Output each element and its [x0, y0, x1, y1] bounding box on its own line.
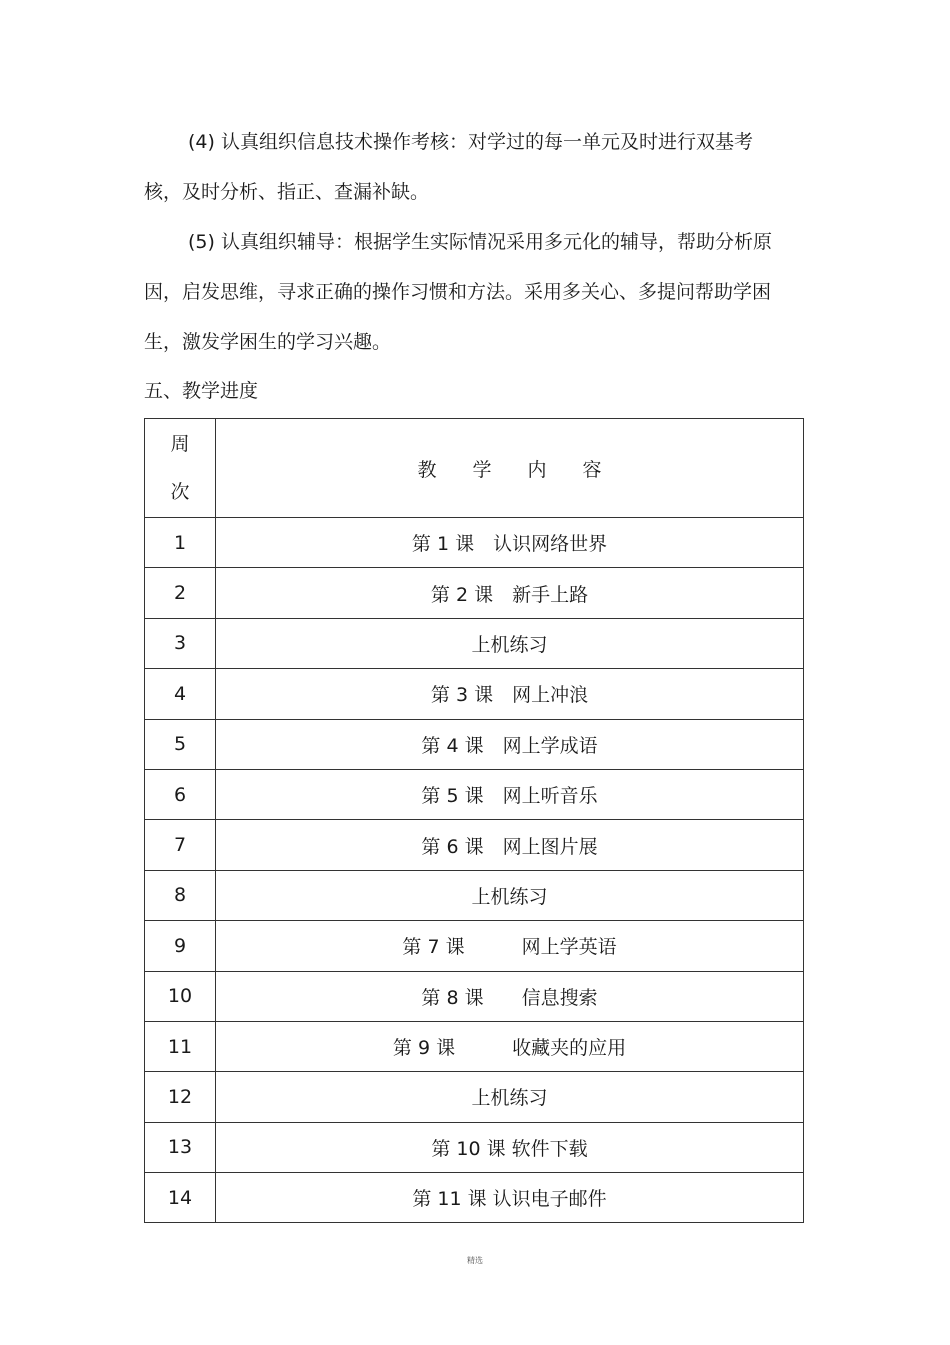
content-cell: 第 1 课 认识网络世界 — [216, 518, 804, 568]
table-row — [145, 870, 804, 920]
week-cell: 2 — [145, 568, 216, 618]
content-cell: 第 7 课 网上学英语 — [216, 921, 804, 971]
table-row — [145, 820, 804, 870]
header-content: 教学内容 — [216, 419, 804, 518]
week-cell: 7 — [145, 820, 216, 870]
content-cell: 上机练习 — [216, 870, 804, 920]
content-cell: 第 4 课 网上学成语 — [216, 719, 804, 769]
week-cell: 12 — [145, 1072, 216, 1122]
header-week-char-1: 周 — [170, 433, 190, 455]
table-row — [145, 719, 804, 769]
week-cell: 1 — [145, 518, 216, 568]
table-row — [145, 618, 804, 668]
table-row — [145, 568, 804, 618]
table-row — [145, 669, 804, 719]
week-cell: 11 — [145, 1021, 216, 1071]
table-body — [145, 518, 804, 1223]
paragraph-exam: (4) 认真组织信息技术操作考核：对学过的每一单元及时进行双基考核，及时分析、指正、查漏补缺。 — [144, 131, 753, 203]
table-row — [145, 1173, 804, 1223]
content-cell: 上机练习 — [216, 1072, 804, 1122]
table-header-row — [145, 419, 804, 518]
header-week — [145, 419, 216, 518]
footer-mark: 精选 — [467, 1256, 483, 1265]
week-cell: 6 — [145, 769, 216, 819]
week-cell: 4 — [145, 669, 216, 719]
week-cell: 3 — [145, 618, 216, 668]
content-cell: 第 3 课 网上冲浪 — [216, 669, 804, 719]
content-cell: 第 11 课 认识电子邮件 — [216, 1173, 804, 1223]
content-cell: 第 6 课 网上图片展 — [216, 820, 804, 870]
content-cell: 第 9 课 收藏夹的应用 — [216, 1021, 804, 1071]
table-row — [145, 971, 804, 1021]
schedule-table — [144, 418, 804, 1223]
week-cell: 8 — [145, 870, 216, 920]
table-row — [145, 1122, 804, 1172]
table-row — [145, 1072, 804, 1122]
content-cell: 第 2 课 新手上路 — [216, 568, 804, 618]
table-row — [145, 518, 804, 568]
content-cell: 第 8 课 信息搜索 — [216, 971, 804, 1021]
week-cell: 13 — [145, 1122, 216, 1172]
week-cell: 5 — [145, 719, 216, 769]
week-cell: 10 — [145, 971, 216, 1021]
week-cell: 14 — [145, 1173, 216, 1223]
paragraph-tutoring: (5) 认真组织辅导：根据学生实际情况采用多元化的辅导，帮助分析原因，启发思维，寻求正确的操作习惯和方法。采用多关心、多提问帮助学困生，激发学困生的学习兴趣。 — [144, 231, 772, 353]
section-title: 五、教学进度 — [144, 380, 259, 402]
header-week-char-2: 次 — [170, 481, 190, 503]
content-cell: 第 10 课 软件下载 — [216, 1122, 804, 1172]
content-cell: 上机练习 — [216, 618, 804, 668]
table-row — [145, 921, 804, 971]
table-row — [145, 1021, 804, 1071]
week-cell: 9 — [145, 921, 216, 971]
table-row — [145, 769, 804, 819]
content-cell: 第 5 课 网上听音乐 — [216, 769, 804, 819]
